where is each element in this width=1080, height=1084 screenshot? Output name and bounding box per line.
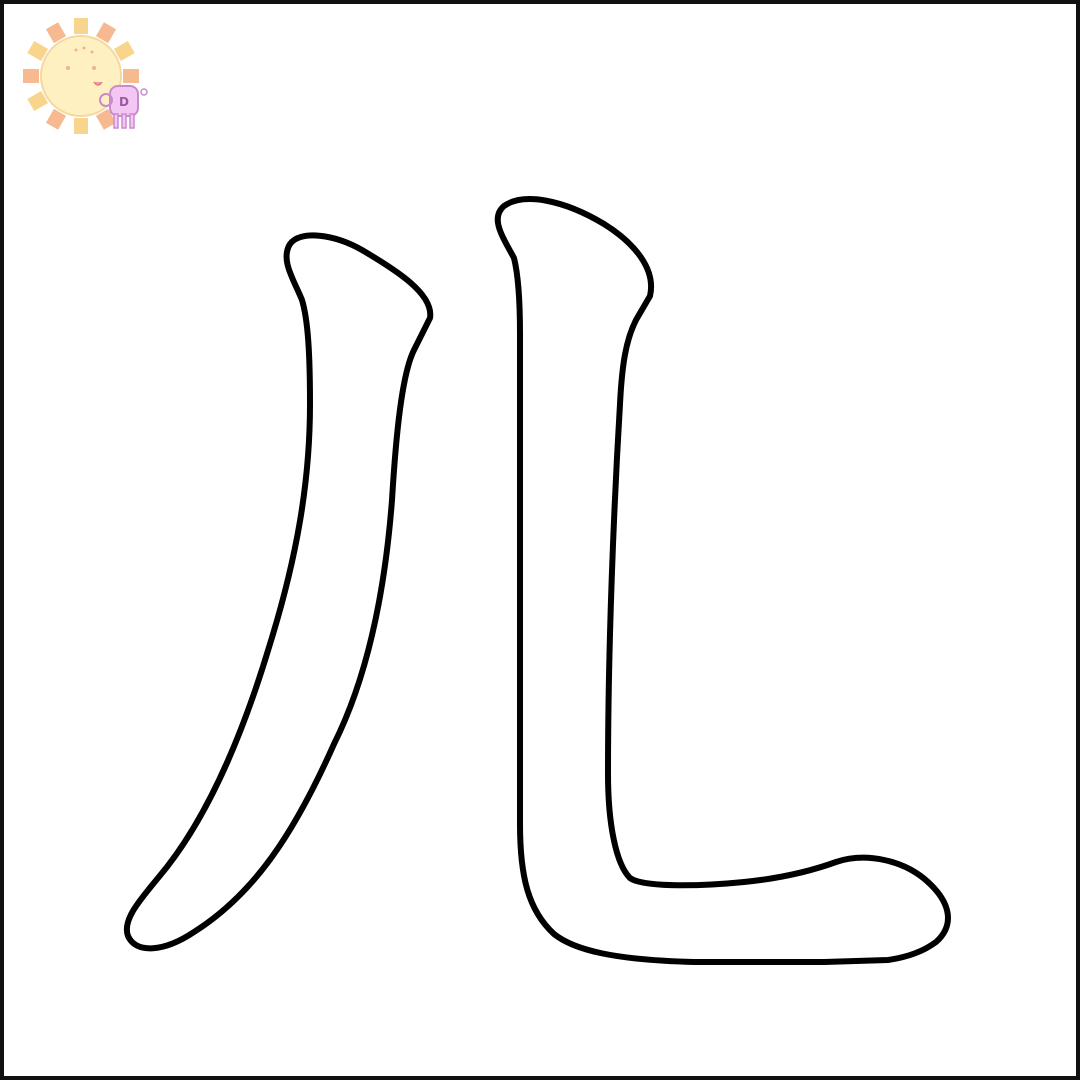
right-stroke-outline [498, 199, 948, 962]
left-stroke-outline [127, 235, 430, 948]
character-outline [4, 4, 1080, 1084]
svg-text:D: D [119, 95, 129, 109]
